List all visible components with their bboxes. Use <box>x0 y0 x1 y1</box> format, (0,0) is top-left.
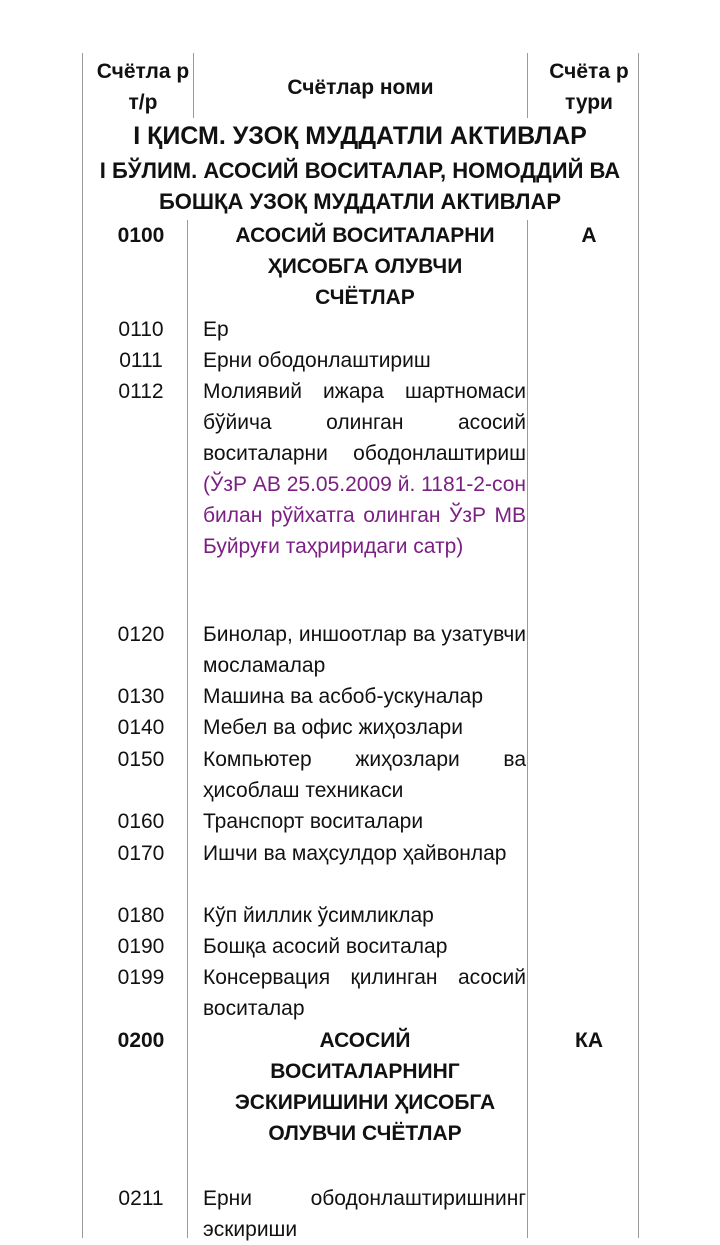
account-group-name: АСОСИЙ ВОСИТАЛАРНИ ҲИСОБГА ОЛУВЧИ СЧЁТЛАР <box>235 224 495 309</box>
account-code: 0180 <box>117 904 165 927</box>
account-name-text: Молиявий ижара шартномаси бўйича олинган асосий воситаларни ободонлаштириш <box>203 380 526 465</box>
body-separator-1 <box>187 220 188 1238</box>
account-name: Ерни ободонлаштиришнинг эскириши <box>203 1187 526 1241</box>
account-name: Кўп йиллик ўсимликлар <box>203 904 434 927</box>
amendment-note: (ЎзР АВ 25.05.2009 й. 1181-2-сон билан рўйхатга олинган ЎзР МВ Буйруғи таҳриридаги сатр) <box>203 473 526 558</box>
column-header-name: Счётлар номи <box>287 76 434 99</box>
account-code: 0170 <box>117 842 165 865</box>
account-code: 0112 <box>118 380 164 403</box>
account-type: А <box>581 224 597 247</box>
account-code: 0130 <box>117 685 165 708</box>
account-type: КА <box>575 1029 603 1052</box>
account-name: Бинолар, иншоотлар ва узатувчи мосламалар <box>203 623 526 677</box>
account-name: Ер <box>203 318 229 341</box>
column-header-type: Счёта р тури <box>549 60 629 114</box>
account-name: Машина ва асбоб-ускуналар <box>203 685 484 708</box>
account-code: 0200 <box>117 1029 165 1052</box>
account-code: 0211 <box>118 1187 164 1210</box>
account-code: 0110 <box>118 318 164 341</box>
account-name <box>203 376 526 562</box>
account-name: Консервация қилинган асосий воситалар <box>203 966 526 1020</box>
account-code: 0199 <box>117 966 165 989</box>
table-border-left <box>82 53 83 1238</box>
account-code: 0111 <box>119 349 163 372</box>
account-name: Бошқа асосий воситалар <box>203 935 448 958</box>
column-header-code: Счётла р т/р <box>96 60 190 114</box>
account-name: Ерни ободонлаштириш <box>203 349 431 372</box>
account-code: 0190 <box>117 935 165 958</box>
table-border-right <box>638 53 639 1238</box>
header-separator-2 <box>527 53 528 118</box>
account-code: 0140 <box>117 716 165 739</box>
account-code: 0120 <box>117 623 165 646</box>
account-name: Компьютер жиҳозлари ва ҳисоблаш техникаси <box>203 748 526 802</box>
section-title: I БЎЛИМ. АСОСИЙ ВОСИТАЛАР, НОМОДДИЙ ВА БОШҚА УЗОҚ МУДДАТЛИ АКТИВЛАР <box>99 158 621 214</box>
account-group-name: АСОСИЙ ВОСИТАЛАРНИНГ ЭСКИРИШИНИ ҲИСОБГА ОЛУВЧИ СЧЁТЛАР <box>234 1029 496 1145</box>
account-code: 0100 <box>117 224 165 247</box>
account-name: Мебел ва офис жиҳозлари <box>203 716 463 739</box>
account-code: 0150 <box>117 748 165 771</box>
account-name: Транспорт воситалари <box>203 810 424 833</box>
account-code: 0160 <box>117 810 165 833</box>
part-title: I ҚИСМ. УЗОҚ МУДДАТЛИ АКТИВЛАР <box>133 122 587 150</box>
account-name: Ишчи ва маҳсулдор ҳайвонлар <box>203 842 507 865</box>
